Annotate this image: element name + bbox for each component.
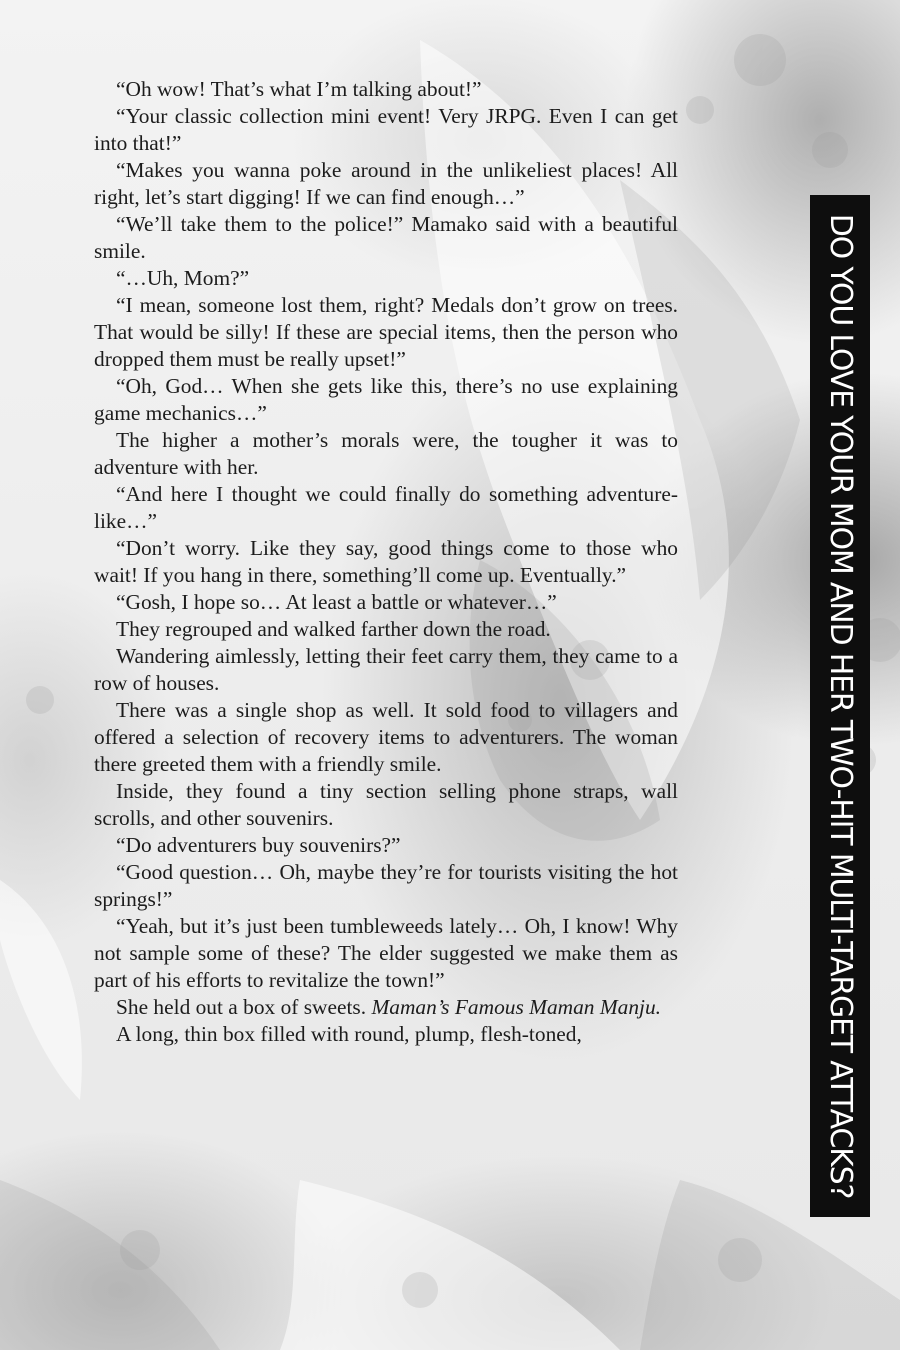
paragraph-text: “And here I thought we could finally do something adventure-like…”: [94, 482, 678, 533]
paragraph: [94, 589, 678, 616]
paragraph-text: “…Uh, Mom?”: [116, 266, 250, 290]
paragraph-text: “Oh, God… When she gets like this, there’s no use explaining game mechanics…”: [94, 374, 678, 425]
paragraph-text: A long, thin box filled with round, plump, flesh-toned,: [116, 1022, 582, 1046]
paragraph-text: “Good question… Oh, maybe they’re for tourists visiting the hot springs!”: [94, 860, 678, 911]
paragraph: [94, 643, 678, 697]
paragraph-text: Inside, they found a tiny section selling phone straps, wall scrolls, and other souvenirs.: [94, 779, 678, 830]
body-text: [94, 76, 678, 1048]
paragraph: [94, 103, 678, 157]
paragraph: [94, 292, 678, 373]
paragraph-text: The higher a mother’s morals were, the tougher it was to adventure with her.: [94, 428, 678, 479]
paragraph: [94, 265, 678, 292]
paragraph-text: “Your classic collection mini event! Very JRPG. Even I can get into that!”: [94, 104, 678, 155]
paragraph-text: “We’ll take them to the police!” Mamako said with a beautiful smile.: [94, 212, 678, 263]
paragraph: [94, 697, 678, 778]
paragraph-text: There was a single shop as well. It sold food to villagers and offered a selection of recovery items to adventurers. The woman there greeted them with a friendly smile.: [94, 698, 678, 776]
sidebar-title: DO YOU LOVE YOUR MOM AND HER TWO-HIT MULTI-TARGET ATTACKS?: [823, 213, 858, 1199]
paragraph: [94, 913, 678, 994]
paragraph: [94, 616, 678, 643]
paragraph: [94, 778, 678, 832]
paragraph: [94, 211, 678, 265]
paragraph: [94, 832, 678, 859]
paragraph: [94, 994, 678, 1021]
paragraph-text: “I mean, someone lost them, right? Medals don’t grow on trees. That would be silly! If these are special items, then the person who dropped them must be really upset!”: [94, 293, 678, 371]
paragraph: [94, 76, 678, 103]
sidebar-title-bar: [810, 195, 870, 1217]
paragraph: [94, 373, 678, 427]
paragraph-text: “Makes you wanna poke around in the unlikeliest places! All right, let’s start digging! If we can find enough…”: [94, 158, 678, 209]
paragraph: [94, 157, 678, 211]
paragraph-text: “Don’t worry. Like they say, good things come to those who wait! If you hang in there, something’ll come up. Eventually.”: [94, 536, 678, 587]
paragraph-text: “Gosh, I hope so… At least a battle or whatever…”: [116, 590, 557, 614]
paragraph-text: “Oh wow! That’s what I’m talking about!”: [116, 77, 482, 101]
paragraph: [94, 859, 678, 913]
book-title-italic: Maman’s Famous Maman Manju.: [371, 995, 662, 1019]
paragraph-text: Wandering aimlessly, letting their feet carry them, they came to a row of houses.: [94, 644, 678, 695]
paragraph-text: She held out a box of sweets.: [116, 995, 372, 1019]
paragraph: [94, 535, 678, 589]
paragraph: [94, 1021, 678, 1048]
paragraph-text: “Yeah, but it’s just been tumbleweeds lately… Oh, I know! Why not sample some of these? The elder suggested we make them as part of his efforts to revitalize the town!”: [94, 914, 678, 992]
paragraph-text: They regrouped and walked farther down the road.: [116, 617, 551, 641]
paragraph: [94, 481, 678, 535]
paragraph: [94, 427, 678, 481]
paragraph-text: “Do adventurers buy souvenirs?”: [116, 833, 401, 857]
